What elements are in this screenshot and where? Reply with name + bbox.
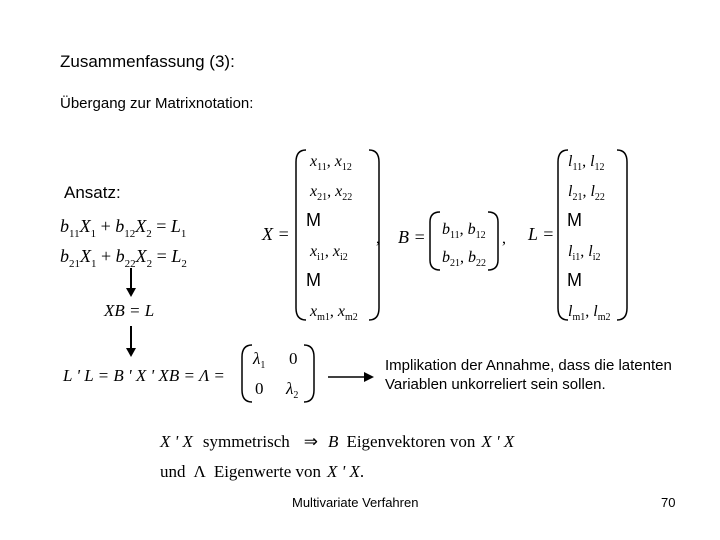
svg-text:0: 0 xyxy=(289,349,298,368)
matrix-x-row: $x_{i1}$, $x_{i2}$ xyxy=(310,243,348,263)
slide-subtitle: Übergang zur Matrixnotation: xyxy=(60,95,254,112)
svg-text:b21X1 + b22X2 = L2: $b_{21}X_1 + b_{22}X_2 = L_2$ xyxy=(60,246,187,270)
page-number: 70 xyxy=(661,495,676,510)
matrix-b-comma: , xyxy=(502,230,506,247)
svg-text:λ1: $\lambda_1$ xyxy=(253,349,266,371)
matrix-l-row: $l_{21}$, $l_{22}$ xyxy=(568,183,605,203)
down-arrow-icon xyxy=(126,326,136,357)
matrix-x-row: $x_{11}$, $x_{12}$ xyxy=(310,153,352,173)
matrix-b-label: B = xyxy=(398,227,426,247)
svg-text:b11X1 + b12X2 = L1: $b_{11}X_1 + b_{12}X_2 = L_1$ xyxy=(60,216,187,240)
matrix-l xyxy=(558,150,627,320)
ansatz-equation-2 xyxy=(60,246,187,270)
svg-text:λ2: $\lambda_2$ xyxy=(286,379,299,401)
slide-footer: Multivariate Verfahren xyxy=(292,495,419,510)
matrix-x-comma: , xyxy=(376,230,380,247)
lambda-matrix xyxy=(242,345,314,402)
matrix-b-row: $b_{11}$, $b_{12}$ xyxy=(442,221,486,241)
ansatz-label: Ansatz: xyxy=(64,183,121,202)
conclusion-line-2 xyxy=(160,462,364,481)
matrix-l-row: M xyxy=(567,210,582,230)
conclusion-line-1 xyxy=(159,432,515,451)
implication-note: Implikation der Annahme, dass die latenten Variablen unkorreliert sein sollen. xyxy=(385,357,672,393)
ansatz-equation-1 xyxy=(60,216,186,240)
matrix-l-row: $l_{m1}$, $l_{m2}$ xyxy=(568,303,611,323)
matrix-x xyxy=(296,150,379,320)
matrix-l-row: $l_{i1}$, $l_{i2}$ xyxy=(568,243,601,263)
slide-title: Zusammenfassung (3): xyxy=(60,52,235,71)
svg-text:X ' Xsymmetrisch⇒BEigenvektore: X ' X symmetrisch ⇒ B Eigenvektoren von X ' X xyxy=(160,432,515,451)
xb-equals-l: XB = L xyxy=(104,301,155,320)
right-arrow-icon xyxy=(328,372,374,382)
matrix-x-row: $x_{m1}$, $x_{m2}$ xyxy=(310,303,358,323)
lambda-equation-lhs: L ' L = B ' X ' XB = Λ = xyxy=(63,366,225,385)
matrix-b-row: $b_{21}$, $b_{22}$ xyxy=(442,249,486,269)
matrix-x-row: M xyxy=(306,210,321,230)
svg-text:0: 0 xyxy=(255,379,264,398)
svg-text:undΛEigenwerte vonX ' X.: und Λ Eigenwerte von X ' X. xyxy=(160,462,365,481)
matrix-l-label: L = xyxy=(528,224,555,244)
matrix-x-row: M xyxy=(306,270,321,290)
matrix-l-row: $l_{11}$, $l_{12}$ xyxy=(568,153,605,173)
matrix-x-label: X = xyxy=(262,224,290,244)
matrix-x-row: $x_{21}$, $x_{22}$ xyxy=(310,183,353,203)
down-arrow-icon xyxy=(126,268,136,297)
matrix-l-row: M xyxy=(567,270,582,290)
